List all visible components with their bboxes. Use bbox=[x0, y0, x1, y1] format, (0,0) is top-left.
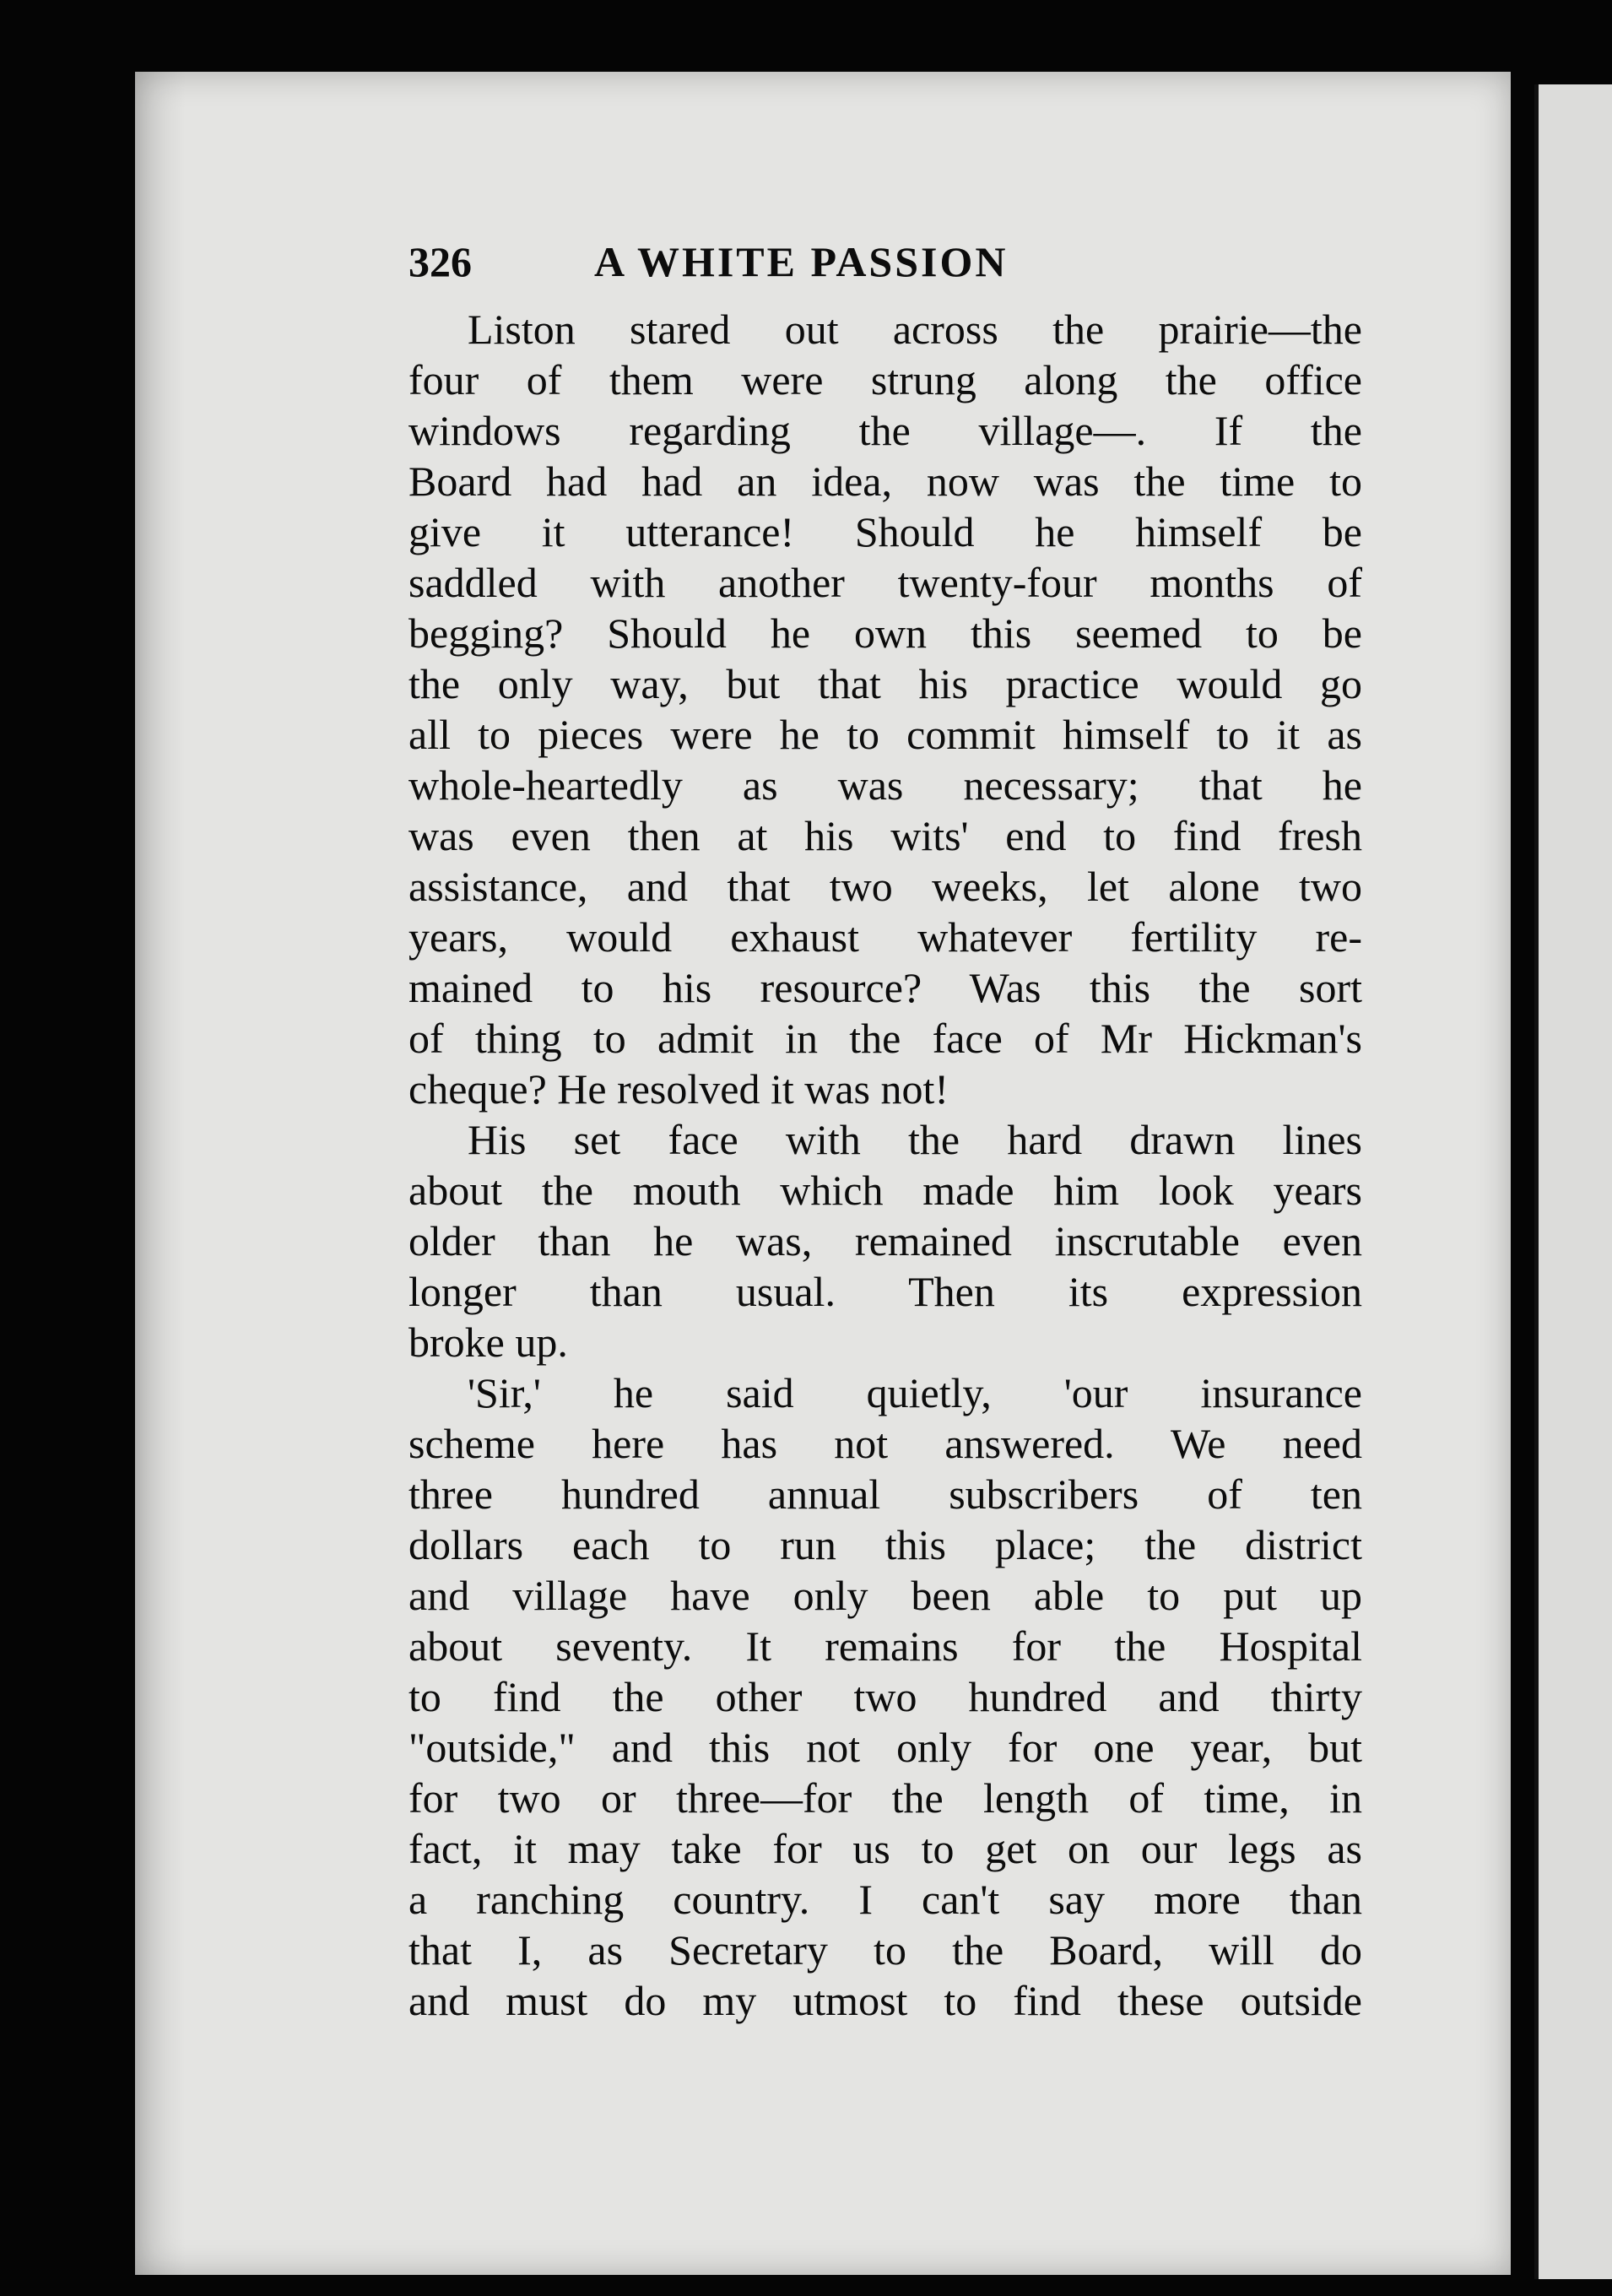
text-line: that I, as Secretary to the Board, will do bbox=[408, 1926, 1362, 1974]
text-line: was even then at his wits' end to find fresh bbox=[408, 812, 1362, 859]
facing-page-edge bbox=[1534, 84, 1612, 2279]
text-line: about the mouth which made him look years bbox=[408, 1167, 1362, 1214]
text-line: fact, it may take for us to get on our legs as bbox=[408, 1825, 1362, 1872]
paragraph-3 bbox=[408, 1367, 1362, 2026]
text-line: for two or three—for the length of time, in bbox=[408, 1774, 1362, 1822]
text-line: to find the other two hundred and thirty bbox=[408, 1673, 1362, 1720]
paragraph-2 bbox=[408, 1114, 1362, 1367]
text-line: give it utterance! Should he himself be bbox=[408, 508, 1362, 555]
text-line: about seventy. It remains for the Hospital bbox=[408, 1622, 1362, 1670]
text-line: His set face with the hard drawn lines bbox=[468, 1116, 1362, 1163]
text-line: a ranching country. I can't say more than bbox=[408, 1876, 1362, 1923]
text-line: four of them were strung along the office bbox=[408, 356, 1362, 403]
paragraph-1 bbox=[408, 304, 1362, 1114]
text-line: three hundred annual subscribers of ten bbox=[408, 1470, 1362, 1518]
text-line: longer than usual. Then its expression bbox=[408, 1268, 1362, 1315]
text-line: mained to his resource? Was this the sort bbox=[408, 964, 1362, 1011]
text-line: and village have only been able to put up bbox=[408, 1572, 1362, 1619]
text-line: begging? Should he own this seemed to be bbox=[408, 609, 1362, 657]
text-line: assistance, and that two weeks, let alone two bbox=[408, 863, 1362, 910]
text-line: years, would exhaust whatever fertility re- bbox=[408, 913, 1362, 961]
text-line: of thing to admit in the face of Mr Hickman's bbox=[408, 1015, 1362, 1062]
text-line: Liston stared out across the prairie—the bbox=[468, 306, 1362, 353]
page-number: 326 bbox=[408, 238, 472, 285]
text-line: scheme here has not answered. We need bbox=[408, 1420, 1362, 1467]
text-line: and must do my utmost to find these outside bbox=[408, 1977, 1362, 2024]
text-line: older than he was, remained inscrutable even bbox=[408, 1217, 1362, 1264]
text-line: whole-heartedly as was necessary; that he bbox=[408, 761, 1362, 809]
text-line: dollars each to run this place; the district bbox=[408, 1521, 1362, 1568]
text-line: broke up. bbox=[408, 1319, 568, 1366]
running-title: A WHITE PASSION bbox=[594, 238, 1009, 285]
text-line: the only way, but that his practice would go bbox=[408, 660, 1362, 707]
text-line: all to pieces were he to commit himself to it as bbox=[408, 711, 1362, 758]
running-head bbox=[408, 236, 1362, 304]
text-line: windows regarding the village—. If the bbox=[408, 407, 1362, 454]
text-line: "outside," and this not only for one year, but bbox=[408, 1724, 1362, 1771]
text-line: 'Sir,' he said quietly, 'our insurance bbox=[468, 1369, 1362, 1416]
text-line: Board had had an idea, now was the time to bbox=[408, 458, 1362, 505]
text-line: cheque? He resolved it was not! bbox=[408, 1065, 949, 1113]
text-line: saddled with another twenty-four months of bbox=[408, 559, 1362, 606]
text-block bbox=[408, 236, 1362, 2026]
